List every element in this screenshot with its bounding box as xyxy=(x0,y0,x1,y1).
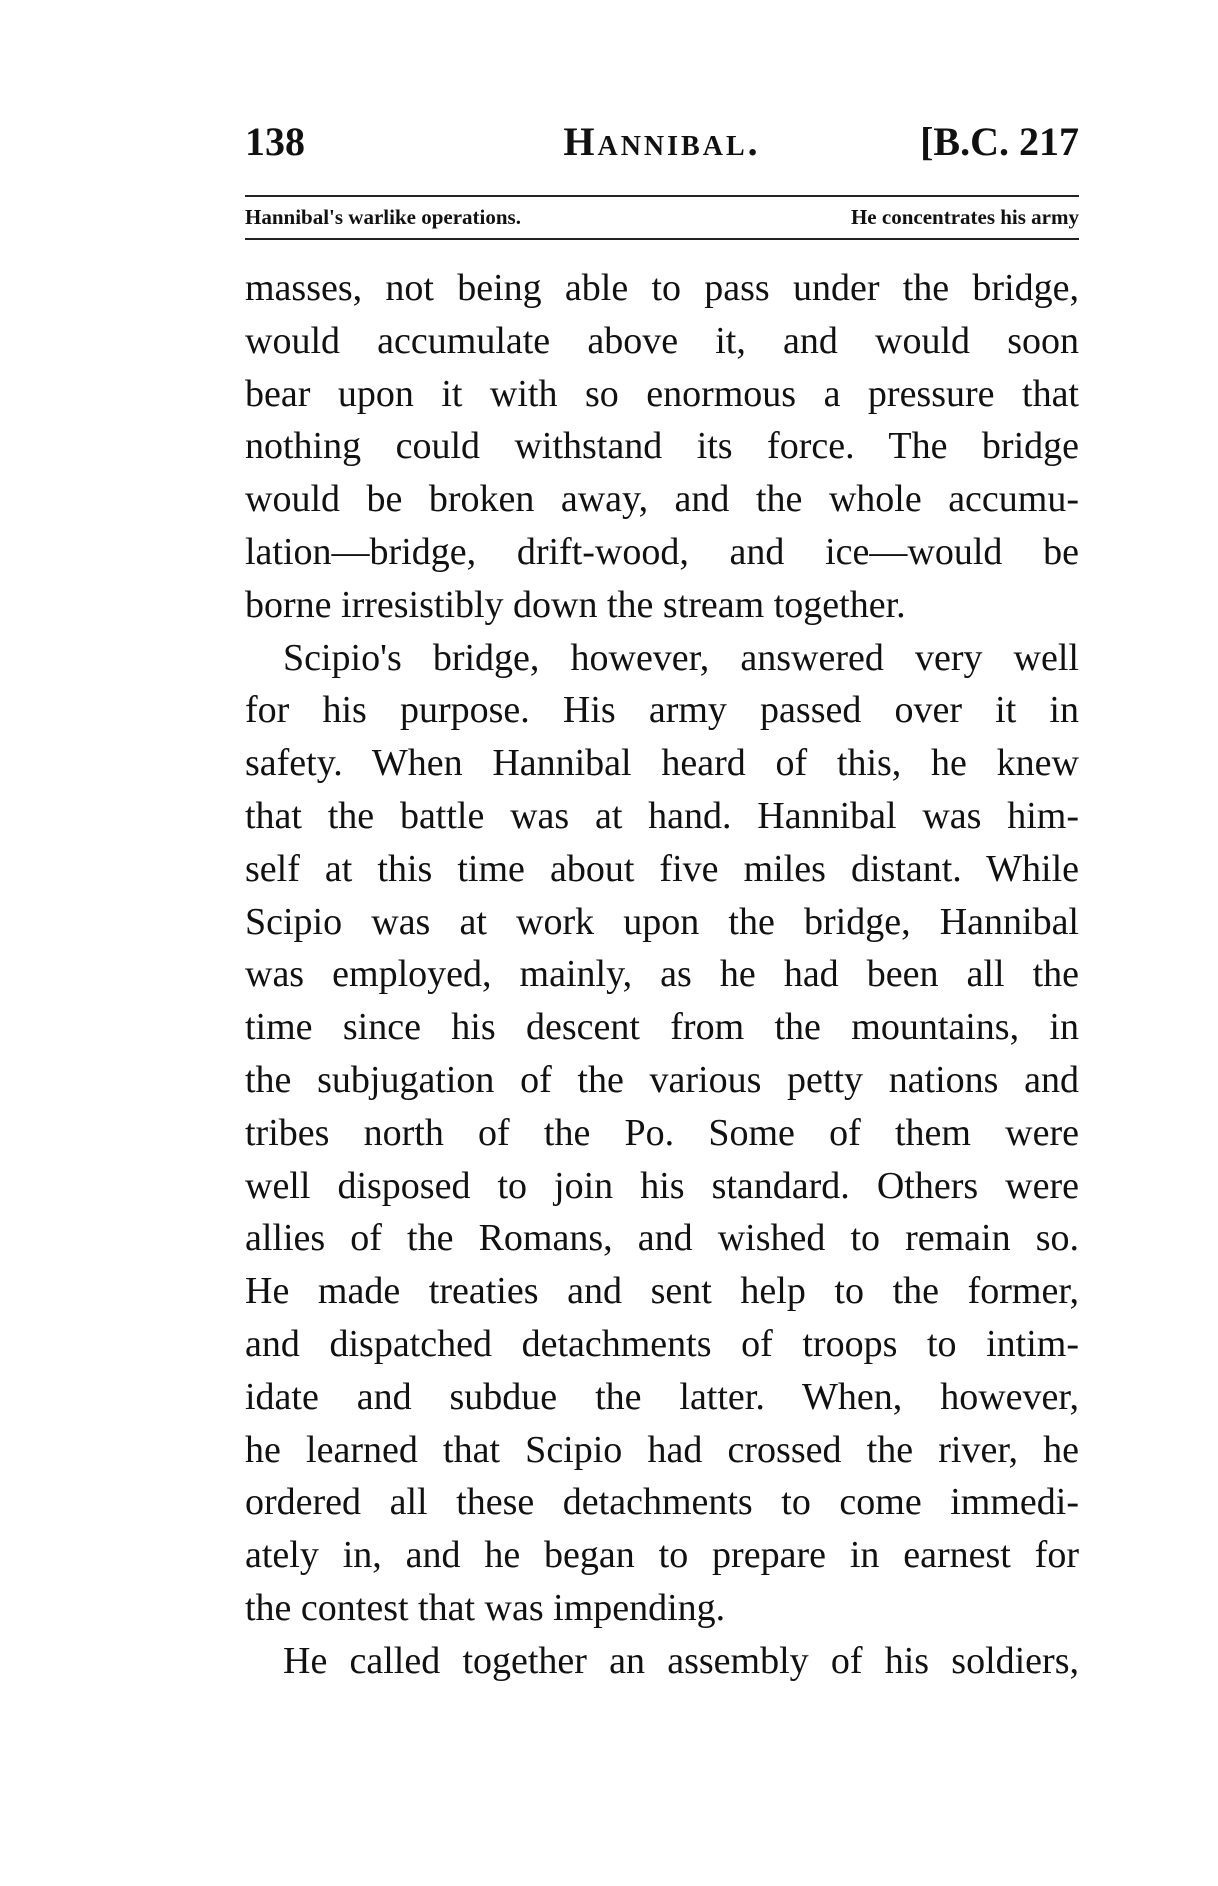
text-line: idate and subdue the latter. When, however, xyxy=(245,1375,1079,1418)
text-line: would be broken away, and the whole accumu- xyxy=(245,478,1079,521)
text-line: for his purpose. His army passed over it in xyxy=(245,689,1079,732)
body-text xyxy=(245,262,1079,1688)
text-line: well disposed to join his standard. Others were xyxy=(245,1164,1079,1207)
text-line: tribes north of the Po. Some of them were xyxy=(245,1111,1079,1154)
page-number: 138 xyxy=(245,119,305,164)
text-line: was employed, mainly, as he had been all the xyxy=(245,953,1079,996)
text-line: the subjugation of the various petty nations and xyxy=(245,1058,1079,1101)
header-rule-bottom xyxy=(245,238,1079,240)
text-line: he learned that Scipio had crossed the river, he xyxy=(245,1428,1079,1471)
side-note-right: He concentrates his army xyxy=(850,205,1079,229)
text-line: ately in, and he began to prepare in earnest for xyxy=(245,1534,1079,1577)
text-line: ordered all these detachments to come immedi- xyxy=(245,1481,1079,1524)
text-line: Scipio was at work upon the bridge, Hannibal xyxy=(245,900,1079,943)
date-mark: [B.C. 217 xyxy=(920,119,1079,164)
text-line: would accumulate above it, and would soon xyxy=(245,319,1079,362)
side-notes xyxy=(245,205,1079,235)
text-line: He made treaties and sent help to the former, xyxy=(245,1270,1079,1313)
text-line: the contest that was impending. xyxy=(245,1586,726,1629)
running-head xyxy=(245,118,1079,178)
text-line: allies of the Romans, and wished to remain so. xyxy=(245,1217,1079,1260)
text-line: that the battle was at hand. Hannibal was him- xyxy=(245,794,1079,837)
book-title: Hannibal. xyxy=(563,119,761,164)
text-line: borne irresistibly down the stream together. xyxy=(245,583,906,626)
text-line: time since his descent from the mountains, in xyxy=(245,1006,1079,1049)
text-line: lation—bridge, drift-wood, and ice—would be xyxy=(245,530,1079,573)
side-note-left: Hannibal's warlike operations. xyxy=(245,205,521,229)
text-line: nothing could withstand its force. The bridge xyxy=(245,425,1079,468)
text-line: safety. When Hannibal heard of this, he knew xyxy=(245,742,1079,785)
text-line: self at this time about five miles distant. While xyxy=(245,847,1079,890)
text-line: He called together an assembly of his soldiers, xyxy=(283,1639,1079,1682)
text-line: Scipio's bridge, however, answered very well xyxy=(283,636,1079,679)
text-line: and dispatched detachments of troops to intim- xyxy=(245,1322,1079,1365)
text-line: masses, not being able to pass under the bridge, xyxy=(245,267,1079,309)
header-rule-top xyxy=(245,195,1079,197)
text-line: bear upon it with so enormous a pressure that xyxy=(245,372,1079,415)
